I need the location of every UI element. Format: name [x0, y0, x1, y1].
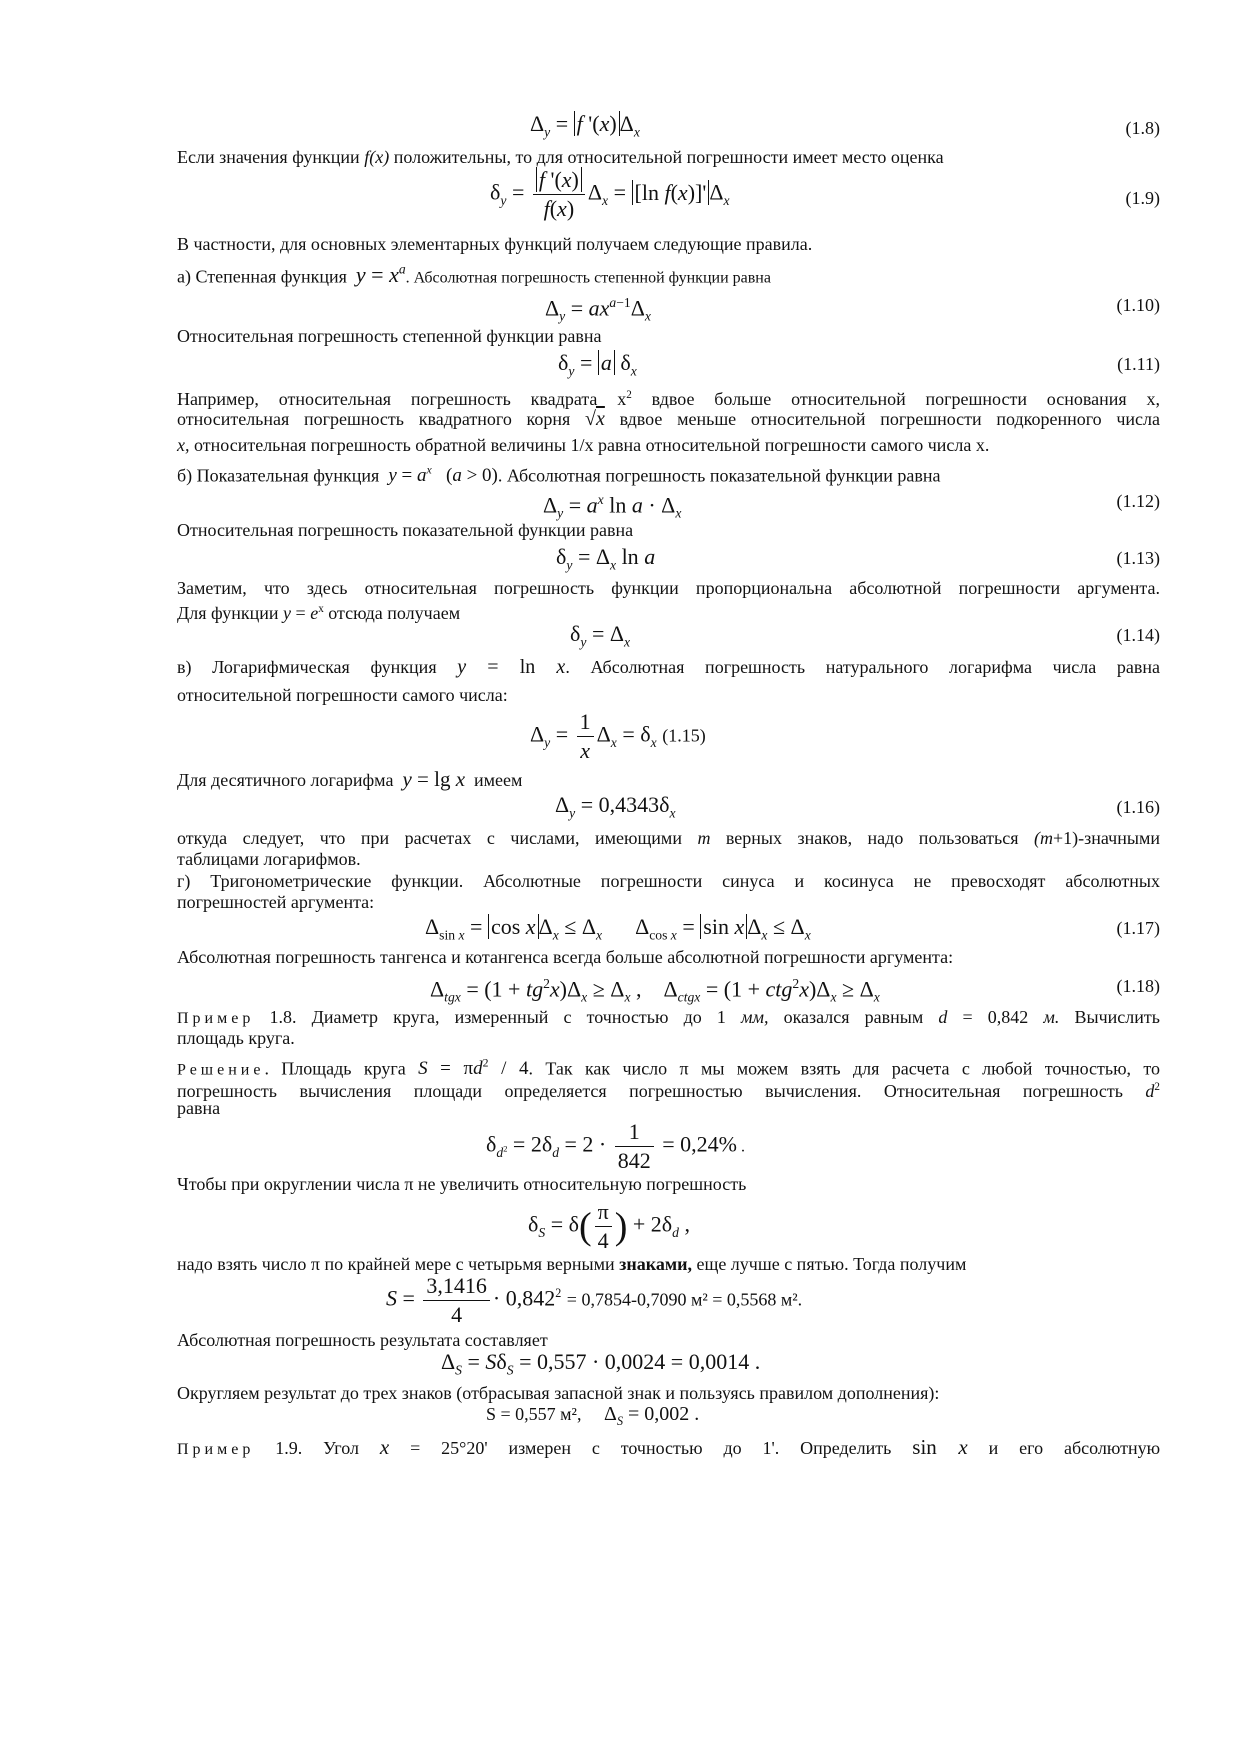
formula-1-14: $\delta_y = \Delta_x$ [570, 621, 631, 650]
paragraph: погрешность вычисления площади определяется погрешностью вычисления. Относительная погрешность $d^2$ [177, 1081, 1160, 1101]
formula-1-12: $\Delta_y = a^x$ $\ln a \cdot \Delta_x$ [543, 492, 682, 521]
paragraph: Абсолютная погрешность тангенса и котангенса всегда больше абсолютной погрешности аргумента: [177, 947, 954, 967]
paragraph: надо взять число π по крайней мере с четырьмя верными знаками, еще лучше с пятью. Тогда получим [177, 1254, 967, 1274]
paragraph: таблицами логарифмов. [177, 849, 361, 869]
formula-1-17: $\Delta_{sin x} = \cos x$ $\Delta_x \le \Delta_x$ $\Delta_{cos x} = \sin x$ $\Delta_x \le \Delta_x$ [425, 914, 811, 943]
equation-number: (1.10) [1116, 295, 1160, 315]
equation-number: (1.13) [1116, 548, 1160, 568]
equation-number: (1.16) [1116, 797, 1160, 817]
result-line: S = 0,557 м², $\Delta_S = 0,002$ . [486, 1403, 700, 1428]
solution: Решение. Площадь круга $S = \pi d^2 / 4$. Так как число π мы можем взять для расчета с любой точностью, то [177, 1057, 1161, 1080]
paragraph: а) Степенная функция $y = x^a$. Абсолютная погрешность степенной функции равна [177, 262, 771, 288]
paragraph: Для десятичного логарифма y = lg x имеем [177, 767, 523, 791]
paragraph: Относительная погрешность показательной функции равна [177, 520, 634, 540]
paragraph: Округляем результат до трех знаков (отбрасывая запасной знак и пользуясь правилом дополнения): [177, 1383, 940, 1403]
equation-number: (1.11) [1117, 354, 1160, 374]
formula-1-16: $\Delta_y = 0,4343\delta_x$ [555, 792, 676, 821]
formula-delta-d2: $\delta_{d^2} = 2\delta_d = 2$ · $\frac{1}{842}$ = 0,24% . [486, 1119, 745, 1173]
equation-number: (1.12) [1116, 491, 1160, 511]
paragraph: Например, относительная погрешность квадрата $x^2$ вдвое больше относительной погрешности основания x, [177, 389, 1160, 409]
paragraph: Абсолютная погрешность результата составляет [177, 1330, 548, 1350]
paragraph: Если значения функции f(x) положительны, то для относительной погрешности имеет место оценка [177, 147, 944, 167]
formula-1-18: $\Delta_{tgx} = (1 + tg^2x)\Delta_x \ge \Delta_x$ , $\Delta_{ctgx} = (1 + ctg^2x)\Delta_x \ge \Delta_x$ [430, 976, 880, 1005]
paragraph: погрешностей аргумента: [177, 892, 375, 912]
equation-number: (1.9) [1125, 188, 1160, 208]
formula-1-10: $\Delta_y = ax^{a-1}\Delta_x$ [545, 295, 651, 324]
paragraph: относительной погрешности самого числа: [177, 685, 508, 705]
equation-number: (1.17) [1116, 918, 1160, 938]
paragraph: Заметим, что здесь относительная погрешность функции пропорциональна абсолютной погрешности аргумента. [177, 578, 1160, 598]
paragraph: Чтобы при округлении числа π не увеличить относительную погрешность [177, 1174, 747, 1194]
formula-1-8: $\Delta_y = f$ '(x) $\Delta_x$ [530, 111, 640, 140]
paragraph: Относительная погрешность степенной функции равна [177, 326, 602, 346]
paragraph: относительная погрешность квадратного корня √x вдвое меньше относительной погрешности подкоренного числа [177, 408, 1161, 430]
paragraph: г) Тригонометрические функции. Абсолютные погрешности синуса и косинуса не превосходят абсолютных [177, 871, 1160, 891]
equation-number: (1.14) [1116, 625, 1160, 645]
example-1-9: Пример 1.9. Угол x = 25°20' измерен с точностью до 1'. Определить sin x и его абсолютную [177, 1435, 1161, 1459]
formula-1-15: $\Delta_y$ = $\frac{1}{x}$ $\Delta_x = \delta_x$ (1.15) [530, 709, 706, 763]
paragraph: откуда следует, что при расчетах с числами, имеющими m верных знаков, надо пользоваться (m+1)-значными [177, 828, 1160, 848]
formula-1-13: $\delta_y = \Delta_x$ ln a [556, 544, 656, 573]
paragraph: x, относительная погрешность обратной величины 1/x равна относительной погрешности самого числа x. [177, 435, 990, 455]
example-1-8: Пример 1.8. Диаметр круга, измеренный с точностью до 1 мм, оказался равным d = 0,842 м. Вычислить [177, 1007, 1160, 1027]
formula-1-11: $\delta_y = a$ $\delta_x$ [558, 350, 637, 379]
paragraph: б) Показательная функция $y = a^x$ (a > 0). Абсолютная погрешность показательной функции равна [177, 464, 941, 487]
formula-abs-error: $\Delta_S = S\delta_S = 0,557 \cdot 0,0024 = 0,0014$ . [441, 1349, 761, 1378]
equation-number: (1.8) [1125, 118, 1160, 138]
paragraph: равна [177, 1098, 221, 1118]
formula-1-9: $\delta_y$ = $\frac{f '(x)}{f(x)}$ $\Delta_x = [\ln$ f(x)]' $\Delta_x$ [490, 167, 730, 221]
paragraph: в) Логарифмическая функция y = ln x. Абсолютная погрешность натурального логарифма числа равна [177, 656, 1161, 678]
formula-area: S = $\frac{3,1416}{4}$ · $0,842^2 = 0,7854-0,7090$ м² = 0,5568 м². [386, 1273, 803, 1327]
paragraph: площадь круга. [177, 1028, 295, 1048]
paragraph: Для функции $y = e^x$ отсюда получаем [177, 603, 461, 623]
paragraph: В частности, для основных элементарных функций получаем следующие правила. [177, 234, 813, 254]
formula-delta-s: $\delta_S = \delta$( $\frac{\pi}{4}$ ) + $2\delta_d$ , [528, 1199, 690, 1253]
equation-number: (1.18) [1116, 976, 1160, 996]
